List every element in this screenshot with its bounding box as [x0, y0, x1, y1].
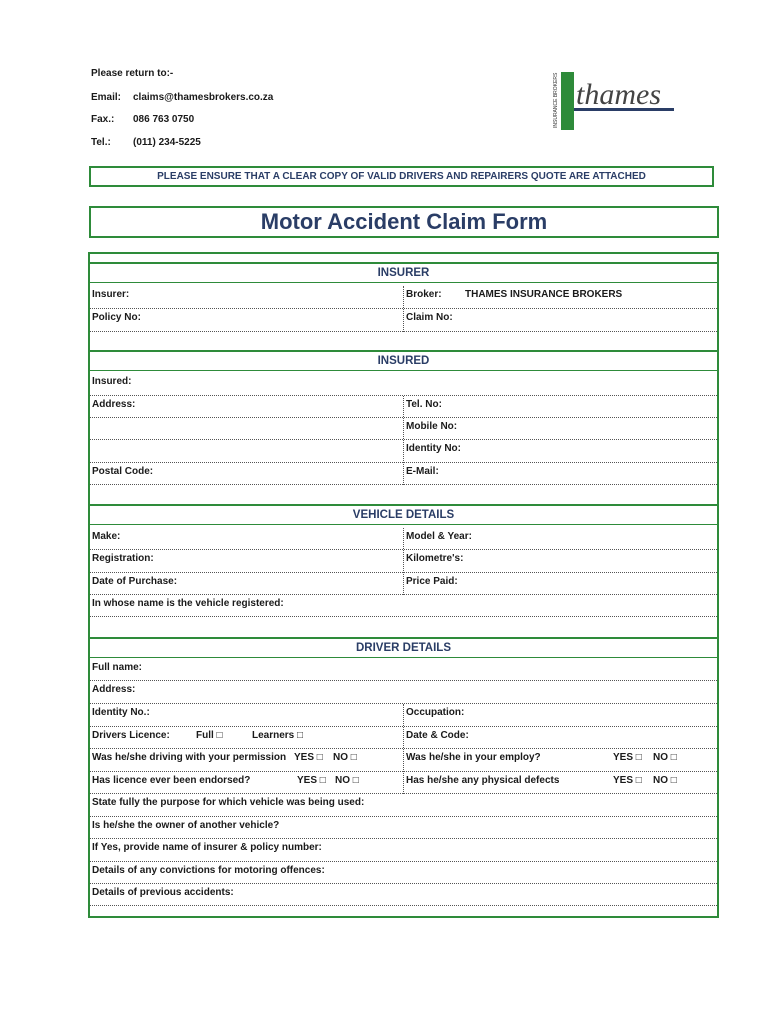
- owner-other-row: [90, 817, 717, 839]
- fax-line: [91, 114, 194, 125]
- insurer-field[interactable]: Insurer:: [92, 289, 130, 300]
- convictions-row: [90, 862, 717, 884]
- insured-divider: [403, 396, 404, 485]
- tel-value: (011) 234-5225: [133, 137, 201, 148]
- price-paid-field[interactable]: Price Paid:: [406, 576, 458, 587]
- defects-yes-checkbox[interactable]: YES □: [613, 775, 642, 786]
- driver-address-field[interactable]: Address:: [92, 684, 136, 695]
- email-line: [91, 92, 273, 103]
- employ-yes-checkbox[interactable]: YES □: [613, 752, 642, 763]
- defects-question: Has he/she any physical defects: [406, 775, 560, 786]
- section-driver-heading: DRIVER DETAILS: [90, 637, 717, 658]
- logo-graphic: [552, 60, 687, 135]
- previous-accidents-row: [90, 884, 717, 906]
- tel-line: [91, 137, 201, 148]
- make-field[interactable]: Make:: [92, 531, 121, 542]
- kilometres-field[interactable]: Kilometre's:: [406, 553, 464, 564]
- date-code-field[interactable]: Date & Code:: [406, 730, 469, 741]
- broker-label: Broker:: [406, 289, 442, 300]
- date-of-purchase-field[interactable]: Date of Purchase:: [92, 576, 178, 587]
- permission-no-checkbox[interactable]: NO □: [333, 752, 357, 763]
- other-insurer-field[interactable]: If Yes, provide name of insurer & policy number:: [92, 842, 322, 853]
- driver-identity-field[interactable]: Identity No.:: [92, 707, 150, 718]
- section-insured-heading: INSURED: [90, 350, 717, 371]
- purpose-field[interactable]: State fully the purpose for which vehicle was being used:: [92, 797, 365, 808]
- insured-row: [90, 373, 717, 396]
- insured-email-field[interactable]: E-Mail:: [406, 466, 439, 477]
- fax-value: 086 763 0750: [133, 114, 195, 125]
- insured-field[interactable]: Insured:: [92, 376, 132, 387]
- thames-logo: [552, 60, 687, 135]
- postal-code-field[interactable]: Postal Code:: [92, 466, 154, 477]
- driver-address-row: [90, 681, 717, 704]
- other-insurer-row: [90, 839, 717, 862]
- full-name-field[interactable]: Full name:: [92, 662, 143, 673]
- broker-value: THAMES INSURANCE BROKERS: [465, 289, 623, 300]
- return-to-label: Please return to:-: [91, 68, 174, 79]
- tel-label: Tel.:: [91, 137, 111, 148]
- employ-no-checkbox[interactable]: NO □: [653, 752, 677, 763]
- licence-learners-checkbox[interactable]: Learners □: [252, 730, 304, 741]
- email-link[interactable]: claims@thamesbrokers.co.za: [133, 92, 274, 103]
- endorsed-yes-checkbox[interactable]: YES □: [297, 775, 326, 786]
- registered-name-row: [90, 595, 717, 617]
- policy-no-field[interactable]: Policy No:: [92, 312, 141, 323]
- vehicle-divider: [403, 528, 404, 595]
- endorsed-question: Has licence ever been endorsed?: [92, 775, 251, 786]
- registered-name-field[interactable]: In whose name is the vehicle registered:: [92, 598, 284, 609]
- employ-question: Was he/she in your employ?: [406, 752, 541, 763]
- page-title: Motor Accident Claim Form: [89, 206, 719, 238]
- registration-field[interactable]: Registration:: [92, 553, 154, 564]
- logo-wordmark: thames: [576, 78, 661, 111]
- section-vehicle-heading: VEHICLE DETAILS: [90, 504, 717, 525]
- insured-tel-field[interactable]: Tel. No:: [406, 399, 442, 410]
- drivers-licence-label: Drivers Licence:: [92, 730, 170, 741]
- driver-divider: [403, 704, 404, 794]
- email-label: Email:: [91, 92, 122, 103]
- licence-full-checkbox[interactable]: Full □: [196, 730, 223, 741]
- insured-mobile-field[interactable]: Mobile No:: [406, 421, 458, 432]
- model-year-field[interactable]: Model & Year:: [406, 531, 472, 542]
- convictions-field[interactable]: Details of any convictions for motoring offences:: [92, 865, 325, 876]
- defects-no-checkbox[interactable]: NO □: [653, 775, 677, 786]
- claim-no-field[interactable]: Claim No:: [406, 312, 453, 323]
- insured-identity-field[interactable]: Identity No:: [406, 443, 461, 454]
- permission-yes-checkbox[interactable]: YES □: [294, 752, 323, 763]
- attachment-notice: PLEASE ENSURE THAT A CLEAR COPY OF VALID DRIVERS AND REPAIRERS QUOTE ARE ATTACHED: [89, 166, 714, 187]
- purpose-row: [90, 794, 717, 817]
- owner-other-field[interactable]: Is he/she the owner of another vehicle?: [92, 820, 280, 831]
- logo-side-text: INSURANCE BROKERS: [553, 72, 559, 128]
- insured-address-field[interactable]: Address:: [92, 399, 136, 410]
- previous-accidents-field[interactable]: Details of previous accidents:: [92, 887, 234, 898]
- full-name-row: [90, 659, 717, 681]
- fax-label: Fax.:: [91, 114, 115, 125]
- endorsed-no-checkbox[interactable]: NO □: [335, 775, 359, 786]
- permission-question: Was he/she driving with your permission: [92, 752, 287, 763]
- occupation-field[interactable]: Occupation:: [406, 707, 465, 718]
- section-insurer-heading: INSURER: [90, 262, 717, 283]
- insurer-divider: [403, 286, 404, 332]
